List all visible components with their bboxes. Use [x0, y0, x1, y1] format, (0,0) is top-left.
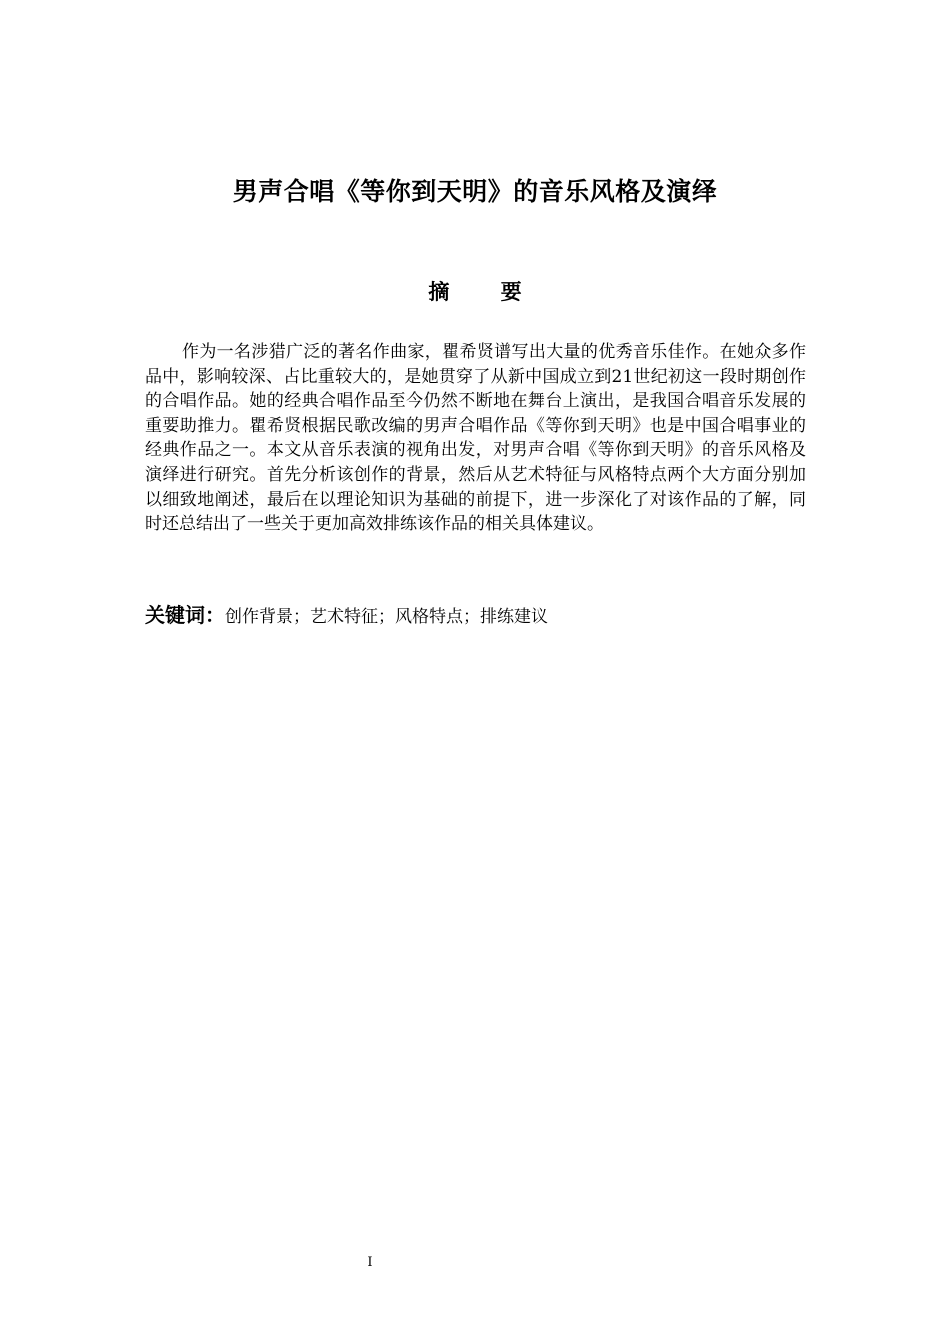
page-title: 男声合唱《等你到天明》的音乐风格及演绎	[232, 177, 718, 206]
abstract-paragraph: 作为一名涉猎广泛的著名作曲家，瞿希贤谱写出大量的优秀音乐佳作。在她众多作品中，影响较深、占比重较大的，是她贯穿了从新中国成立到21世纪初这一段时期创作的合唱作品。她的经典合唱作品至今仍然不断地在舞台上演出，是我国合唱音乐发展的重要助推力。瞿希贤根据民歌改编的男声合唱作品《等你到天明》也是中国合唱事业的经典作品之一。本文从音乐表演的视角出发，对男声合唱《等你到天明》的音乐风格及演绎进行研究。首先分析该创作的背景，然后从艺术特征与风格特点两个大方面分别加以细致地阐述，最后在以理论知识为基础的前提下，进一步深化了对该作品的了解，同时还总结出了一些关于更加高效排练该作品的相关具体建议。	[145, 342, 806, 535]
keywords-text: 创作背景；艺术特征；风格特点；排练建议	[225, 607, 548, 627]
abstract-heading: 摘 要	[428, 280, 544, 304]
keywords-line	[145, 600, 806, 632]
page-number: I	[367, 1255, 373, 1270]
keywords-label: 关键词：	[145, 603, 225, 627]
